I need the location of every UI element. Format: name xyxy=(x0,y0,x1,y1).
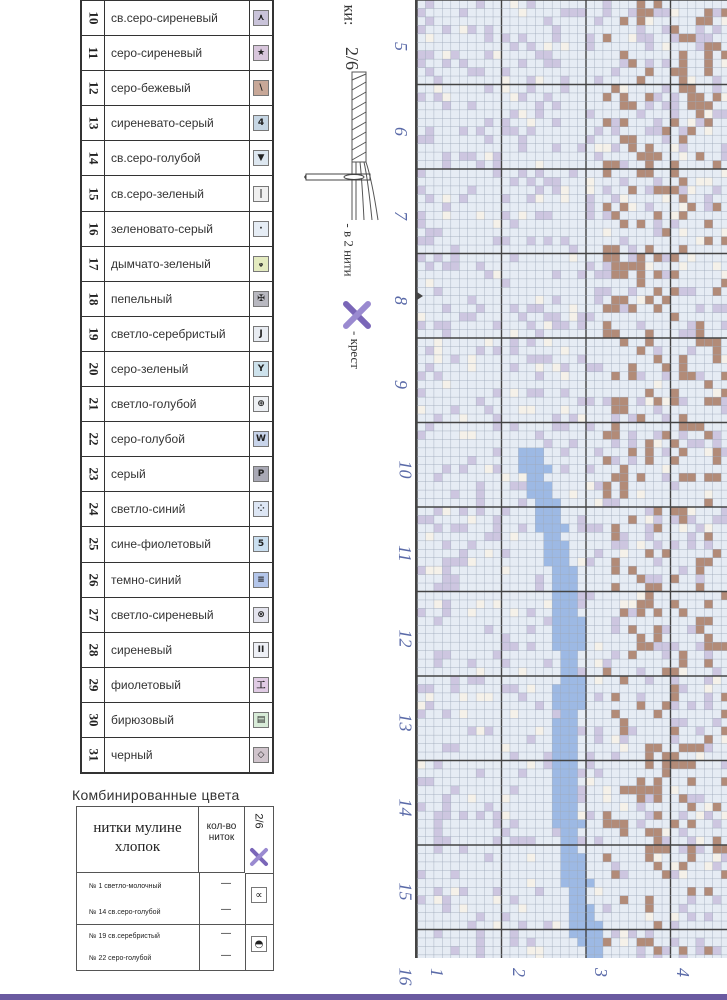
palette-symbol: ⊗ xyxy=(249,598,272,632)
chart-column-number: 4 xyxy=(673,968,693,977)
palette-color-name: светло-синий xyxy=(111,502,186,517)
palette-color-name: темно-синий xyxy=(111,572,182,587)
palette-color-name: зеленовато-серый xyxy=(111,221,213,236)
palette-color-name: серо-сиреневый xyxy=(111,46,203,61)
palette-color-name: светло-серебристый xyxy=(111,326,226,341)
palette-row xyxy=(82,316,272,351)
chart-column-number: 1 xyxy=(427,968,447,977)
chart-row-number: 11 xyxy=(394,545,415,562)
palette-color-name: сиреневато-серый xyxy=(111,116,214,131)
palette-number: 28 xyxy=(82,633,105,667)
combined-colors-title: Комбинированные цвета xyxy=(72,787,240,803)
combined-row: № 22 серо-голубой — xyxy=(89,950,231,962)
palette-color-name: бирюзовый xyxy=(111,712,174,727)
palette-color-name: сиреневый xyxy=(111,642,173,657)
palette-color-name: св.серо-сиреневый xyxy=(111,11,218,26)
combined-row: № 19 св.серебристый — xyxy=(89,928,231,940)
palette-symbol: 5 xyxy=(249,527,272,561)
palette-number: 11 xyxy=(82,36,105,70)
palette-row xyxy=(82,632,272,667)
palette-row xyxy=(82,597,272,632)
cross-label: - крест xyxy=(347,331,363,369)
cross-stitch-icon xyxy=(249,847,269,867)
cross-stitch-chart xyxy=(415,0,727,958)
palette-symbol: ✠ xyxy=(249,282,272,316)
palette-symbol: ⁘ xyxy=(249,492,272,526)
combined-symbol-2: ◓ xyxy=(77,931,273,951)
palette-number: 30 xyxy=(82,703,105,737)
count-header: кол-во ниток xyxy=(199,807,245,873)
palette-color-name: пепельный xyxy=(111,291,173,306)
palette-number: 27 xyxy=(82,598,105,632)
palette-number: 21 xyxy=(82,387,105,421)
palette-symbol: \ xyxy=(249,71,272,105)
chart-column-number: 2 xyxy=(509,968,529,977)
palette-symbol: | xyxy=(249,176,272,210)
palette-row xyxy=(82,386,272,421)
chart-row-number: 7 xyxy=(391,211,411,220)
palette-row xyxy=(82,667,272,702)
combined-symbol-1: ∝ xyxy=(77,883,273,913)
palette-color-name: фиолетовый xyxy=(111,677,182,692)
palette-color-name: серо-бежевый xyxy=(111,81,191,96)
palette-row xyxy=(82,175,272,210)
chart-row-number: 12 xyxy=(395,629,416,647)
palette-symbol: ◇ xyxy=(249,738,272,772)
palette-color-name: св.серо-голубой xyxy=(111,151,201,166)
palette-symbol: ▤ xyxy=(249,703,272,737)
palette-symbol: W xyxy=(249,422,272,456)
palette-number: 20 xyxy=(82,352,105,386)
palette-number: 14 xyxy=(82,141,105,175)
combined-row: № 14 св.серо-голубой — xyxy=(89,904,231,916)
threads-header: нитки мулине хлопок xyxy=(77,807,199,873)
chart-column-number: 3 xyxy=(591,968,611,977)
palette-number: 23 xyxy=(82,457,105,491)
strand-top-label: ки: xyxy=(340,4,358,26)
palette-symbol: II xyxy=(249,633,272,667)
chart-row-number: 5 xyxy=(391,42,411,51)
palette-symbol: ▼ xyxy=(249,141,272,175)
strand-count-label: 2/6 xyxy=(342,46,363,71)
palette-color-name: серо-голубой xyxy=(111,432,185,447)
palette-symbol: ≡ xyxy=(249,563,272,597)
palette-number: 26 xyxy=(82,563,105,597)
palette-color-name: черный xyxy=(111,748,153,763)
combined-colors-table xyxy=(76,806,274,971)
palette-row xyxy=(82,421,272,456)
palette-row xyxy=(82,0,272,35)
palette-color-name: св.серо-зеленый xyxy=(111,186,204,201)
palette-row xyxy=(82,491,272,526)
palette-number: 24 xyxy=(82,492,105,526)
palette-row xyxy=(82,737,272,772)
palette-row xyxy=(82,351,272,386)
palette-color-name: сине-фиолетовый xyxy=(111,537,212,552)
palette-legend xyxy=(80,0,274,774)
palette-symbol: ᵩ xyxy=(249,247,272,281)
palette-symbol: ★ xyxy=(249,36,272,70)
palette-color-name: светло-голубой xyxy=(111,397,197,412)
palette-number: 19 xyxy=(82,317,105,351)
palette-number: 15 xyxy=(82,176,105,210)
palette-color-name: серый xyxy=(111,467,146,482)
palette-number: 29 xyxy=(82,668,105,702)
palette-number: 10 xyxy=(82,1,105,35)
chart-row-number: 8 xyxy=(391,295,411,305)
palette-color-name: светло-сиреневый xyxy=(111,607,214,622)
cross-stitch-icon xyxy=(342,300,372,330)
palette-number: 12 xyxy=(82,71,105,105)
threads-label: - в 2 нити xyxy=(341,223,357,277)
bottom-edge xyxy=(0,994,727,1000)
palette-color-name: дымчато-зеленый xyxy=(111,256,211,271)
palette-symbol: 工 xyxy=(249,668,272,702)
chart-row-number: 9 xyxy=(391,380,411,389)
chart-row-number: 14 xyxy=(395,798,416,816)
palette-symbol: ⋏ xyxy=(249,1,272,35)
palette-symbol: 4 xyxy=(249,106,272,140)
palette-row xyxy=(82,456,272,491)
count-header-symbol: 2/6 xyxy=(245,807,273,874)
palette-number: 18 xyxy=(82,282,105,316)
palette-row xyxy=(82,105,272,140)
palette-symbol: ⊕ xyxy=(249,387,272,421)
palette-number: 17 xyxy=(82,247,105,281)
palette-number: 16 xyxy=(82,212,105,246)
palette-symbol: Y xyxy=(249,352,272,386)
palette-row xyxy=(82,35,272,70)
palette-number: 22 xyxy=(82,422,105,456)
palette-row xyxy=(82,702,272,737)
palette-row xyxy=(82,281,272,316)
chart-row-number: 16 xyxy=(395,967,416,985)
palette-row xyxy=(82,562,272,597)
palette-row xyxy=(82,246,272,281)
palette-symbol: J xyxy=(249,317,272,351)
palette-row xyxy=(82,211,272,246)
chart-row-number: 15 xyxy=(395,882,416,901)
palette-row xyxy=(82,140,272,175)
palette-number: 13 xyxy=(82,106,105,140)
combined-row: № 1 светло-молочный — xyxy=(89,878,231,890)
palette-symbol: P xyxy=(249,457,272,491)
chart-row-number: 13 xyxy=(395,713,416,732)
palette-row xyxy=(82,70,272,105)
palette-number: 25 xyxy=(82,527,105,561)
chart-row-number: 6 xyxy=(391,126,411,136)
palette-symbol: · xyxy=(249,212,272,246)
strand-diagram xyxy=(296,70,386,230)
palette-number: 31 xyxy=(82,738,105,772)
palette-row xyxy=(82,526,272,561)
palette-color-name: серо-зеленый xyxy=(111,361,189,376)
chart-row-number: 10 xyxy=(395,460,416,478)
